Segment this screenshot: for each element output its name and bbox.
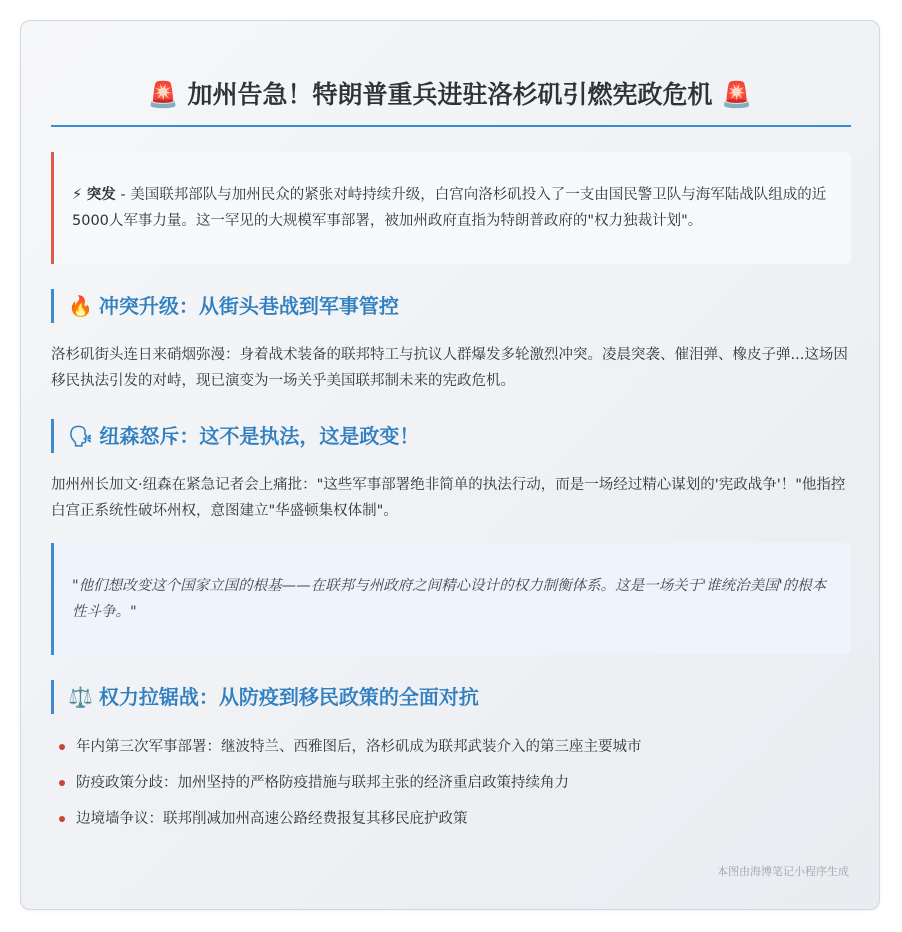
list-item	[51, 732, 851, 768]
breaking-alert-box	[51, 152, 851, 264]
section-paragraph-newsom: 加州州长加文·纽森在紧急记者会上痛批："这些军事部署绝非简单的执法行动，而是一场经过精心谋划的'宪政战争'！"他指控白宫正系统性破坏州权，意图建立"华盛顿集权体制"。	[51, 477, 846, 519]
bullet-dot-icon	[59, 780, 65, 786]
section-heading-text: 纽森怒斥：这不是执法，这是政变！	[99, 424, 420, 448]
section-heading-newsom	[51, 419, 851, 453]
fire-icon: 🔥	[68, 294, 93, 318]
list-item-text: 防疫政策分歧：加州坚持的严格防疫措施与联邦主张的经济重启政策持续角力	[76, 775, 569, 791]
list-item	[51, 768, 851, 804]
list-item-text: 边境墙争议：联邦削减加州高速公路经费报复其移民庇护政策	[76, 811, 468, 827]
lightning-icon: ⚡	[72, 187, 83, 203]
section-heading-conflict	[51, 289, 851, 323]
footer-credit: 本图由海博笔记小程序生成	[717, 865, 849, 878]
section-heading-text: 冲突升级：从街头巷战到军事管控	[98, 294, 399, 318]
speaking-head-icon: 🗣	[68, 424, 94, 448]
alert-lead: 突发	[86, 187, 116, 203]
article-title: 🚨 加州告急！特朗普重兵进驻洛杉矶引燃宪政危机 🚨	[147, 80, 753, 109]
article-card	[20, 20, 880, 910]
policy-list	[51, 732, 851, 840]
bullet-dot-icon	[59, 816, 65, 822]
bullet-dot-icon	[59, 744, 65, 750]
alert-text: - 美国联邦部队与加州民众的紧张对峙持续升级，白宫向洛杉矶投入了一支由国民警卫队与海军陆战队组成的近5000人军事力量。这一罕见的大规模军事部署，被加州政府直指为特朗普政府的"权力独裁计划"。	[72, 187, 827, 229]
list-item	[51, 804, 851, 840]
section-heading-power	[51, 680, 851, 714]
list-item-text: 年内第三次军事部署：继波特兰、西雅图后，洛杉矶成为联邦武装介入的第三座主要城市	[76, 739, 642, 755]
quote-box: "他们想改变这个国家立国的根基——在联邦与州政府之间精心设计的权力制衡体系。这是一场关于'谁统治美国'的根本性斗争。"	[51, 543, 851, 655]
title-divider	[51, 125, 851, 127]
scales-icon: ⚖️	[68, 685, 93, 709]
section-paragraph-conflict: 洛杉矶街头连日来硝烟弥漫：身着战术装备的联邦特工与抗议人群爆发多轮激烈冲突。凌晨突袭、催泪弹、橡皮子弹...这场因移民执法引发的对峙，现已演变为一场关乎美国联邦制未来的宪政危机。	[51, 347, 848, 389]
section-heading-text: 权力拉锯战：从防疫到移民政策的全面对抗	[98, 685, 479, 709]
